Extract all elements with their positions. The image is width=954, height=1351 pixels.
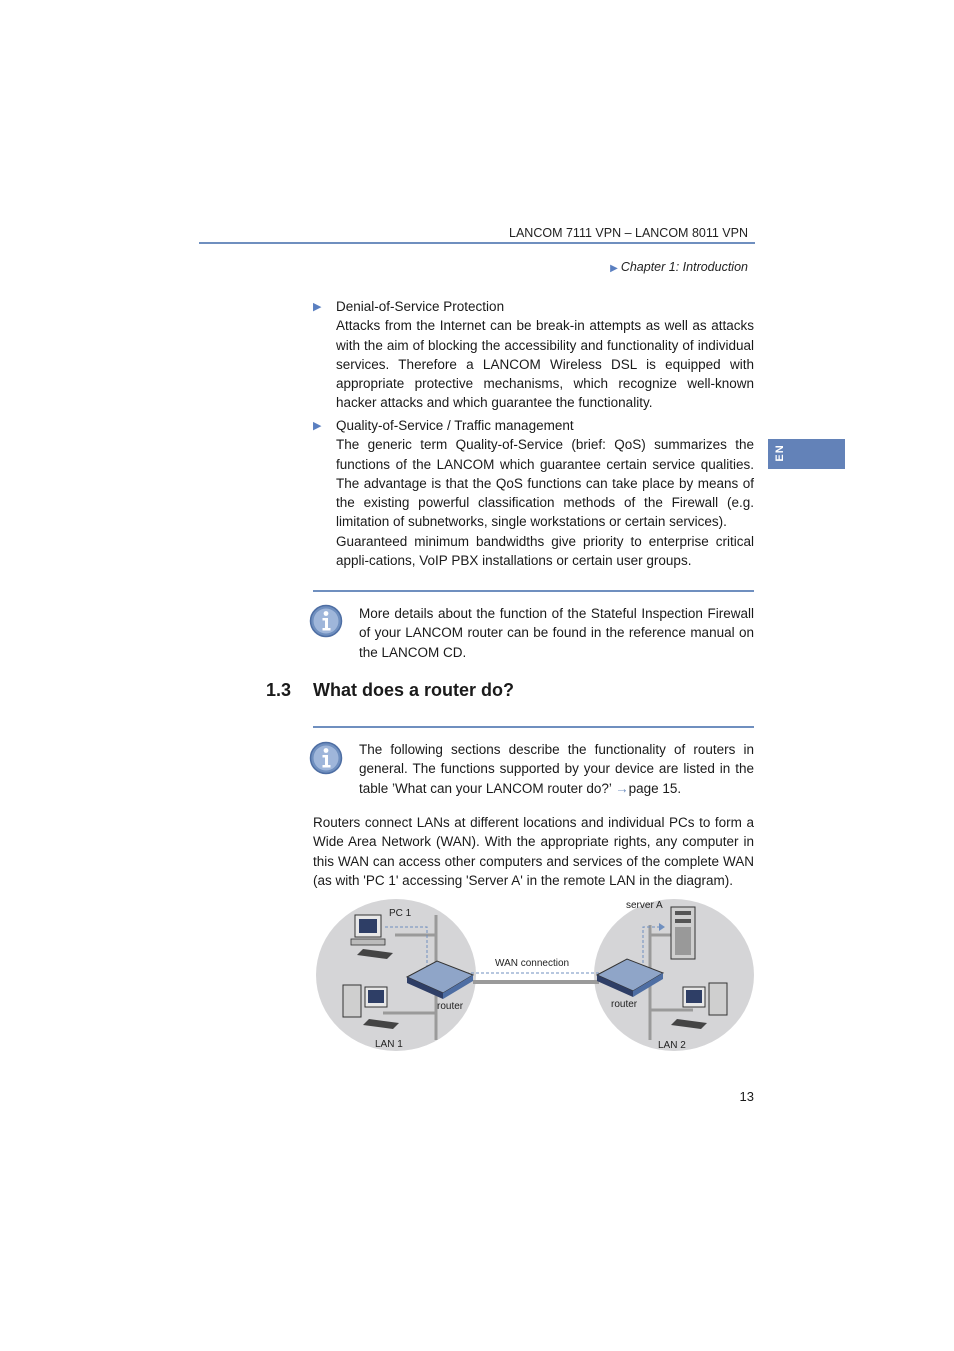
router-right-label: router xyxy=(611,999,638,1010)
server-a-label: server A xyxy=(626,900,663,911)
header-rule xyxy=(199,242,755,244)
note-body: The following sections describe the functionality of routers in general. The functions supported by your device are listed in the table ’What can your LANCOM router do?’ xyxy=(359,742,754,796)
chapter-reference xyxy=(200,260,748,274)
note-rule xyxy=(313,726,754,728)
bullet-qos xyxy=(313,416,754,570)
bullet-paragraph: The generic term Quality-of-Service (brief: QoS) summarizes the functions of the LANCOM which guarantee certain service qualities. The advantage is that the QoS functions can take place by means of the existing powerful classification methods of the Firewall (e.g. limitation of subnetworks, single workstations or certain services). xyxy=(336,437,754,530)
lan2-label: LAN 2 xyxy=(658,1040,686,1051)
note-text xyxy=(359,740,754,798)
language-label: EN xyxy=(774,444,786,462)
triangle-bullet-icon: ▶ xyxy=(610,263,618,274)
note-rule xyxy=(313,590,754,592)
wan-label: WAN connection xyxy=(495,958,570,969)
network-diagram xyxy=(313,895,758,1060)
triangle-bullet-icon: ▶ xyxy=(313,301,322,313)
info-icon xyxy=(309,604,343,638)
router-left-label: router xyxy=(437,1001,464,1012)
section-title: What does a router do? xyxy=(313,680,515,700)
note-text: More details about the function of the Stateful Inspection Firewall of your LANCOM router can be found in the reference manual on the LANCOM CD. xyxy=(359,606,754,660)
lan1-label: LAN 1 xyxy=(375,1039,403,1050)
triangle-bullet-icon: ▶ xyxy=(313,420,322,432)
page-link[interactable]: page 15. xyxy=(628,780,682,796)
arrow-icon: → xyxy=(615,780,629,796)
pc1-label: PC 1 xyxy=(389,908,412,919)
bullet-dos-protection xyxy=(313,297,754,413)
body-paragraph: Routers connect LANs at different locations and individual PCs to form a Wide Area Network (WAN). With the appropriate rights, any computer in this WAN can access other computers and services of the complete WAN (as with 'PC 1' accessing 'Server A' in the remote LAN in the diagram). xyxy=(313,815,754,888)
bullet-paragraph: Guaranteed minimum bandwidths give priority to enterprise critical appli-cations, VoIP PBX installations or certain user groups. xyxy=(336,533,754,569)
bullet-title: Quality-of-Service / Traffic management xyxy=(336,418,574,433)
running-header: LANCOM 7111 VPN – LANCOM 8011 VPN xyxy=(509,226,748,240)
info-icon xyxy=(309,741,343,775)
page-number: 13 xyxy=(739,1089,754,1104)
bullet-title: Denial-of-Service Protection xyxy=(336,299,505,314)
section-number: 1.3 xyxy=(266,680,292,700)
chapter-label: Chapter 1: Introduction xyxy=(620,260,748,274)
bullet-paragraph: Attacks from the Internet can be break-in attempts as well as attacks with the aim of blocking the accessibility and functionality of individual services. Therefore a LANCOM Wireless DSL is equipped with appropriate protective mechanisms, which recognize well-known hacker attacks and which guarantee the functionality. xyxy=(336,318,754,411)
server-a-icon xyxy=(671,907,695,959)
language-tab xyxy=(768,439,845,469)
